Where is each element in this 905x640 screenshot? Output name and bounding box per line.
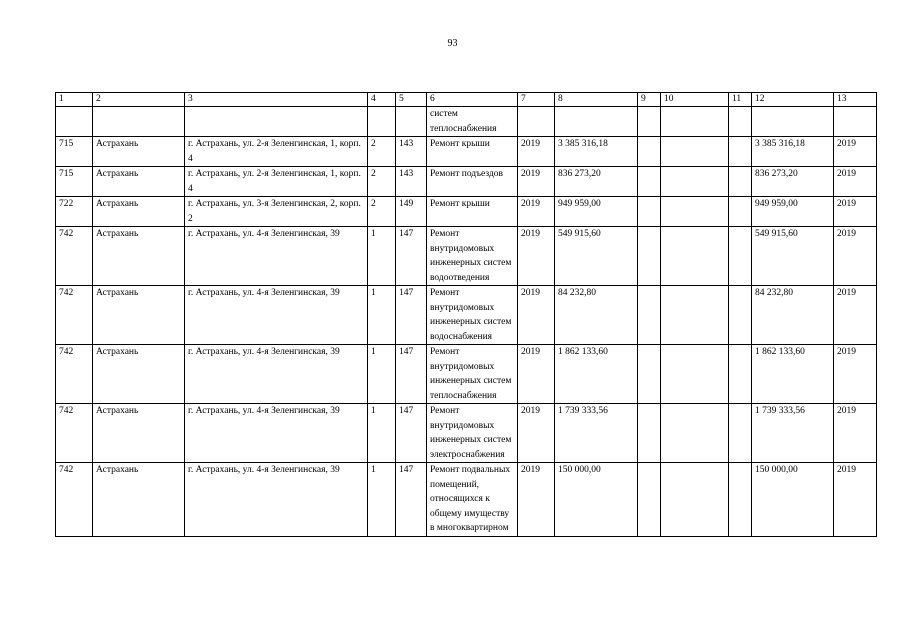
total-cost-cell: 836 273,20	[752, 167, 834, 197]
header-cell: 5	[396, 93, 427, 107]
completion-year-cell: 2019	[834, 286, 877, 345]
table-row	[56, 197, 877, 227]
col4-cell: 1	[368, 404, 396, 463]
col9-cell	[638, 137, 661, 167]
col4-cell: 1	[368, 345, 396, 404]
col11-cell	[729, 167, 752, 197]
header-cell: 12	[752, 93, 834, 107]
col11-cell	[729, 345, 752, 404]
header-row	[56, 93, 877, 107]
header-cell: 6	[427, 93, 518, 107]
col4-cell: 1	[368, 463, 396, 537]
col9-cell	[638, 463, 661, 537]
year-cell: 2019	[518, 137, 555, 167]
col10-cell	[661, 463, 729, 537]
row-number-cell: 742	[56, 286, 93, 345]
work-type-cell: Ремонт внутридомовых инженерных систем электроснабжения	[427, 404, 518, 463]
work-type-cell: Ремонт крыши	[427, 137, 518, 167]
col10-cell	[661, 167, 729, 197]
table-row	[56, 137, 877, 167]
address-cell: г. Астрахань, ул. 4-я Зеленгинская, 39	[185, 463, 368, 537]
city-cell: Астрахань	[93, 404, 185, 463]
col4-cell: 2	[368, 197, 396, 227]
header-cell: 3	[185, 93, 368, 107]
cost-cell: 836 273,20	[555, 167, 638, 197]
col5-cell: 147	[396, 345, 427, 404]
work-type-cell: систем теплоснабжения	[427, 107, 518, 137]
city-cell: Астрахань	[93, 197, 185, 227]
col11-cell	[729, 227, 752, 286]
total-cost-cell: 949 959,00	[752, 197, 834, 227]
work-type-cell: Ремонт подвальных помещений, относящихся к общему имуществу в многоквартирном	[427, 463, 518, 537]
work-type-cell: Ремонт подъездов	[427, 167, 518, 197]
col9-cell	[638, 167, 661, 197]
col4-cell: 1	[368, 286, 396, 345]
completion-year-cell: 2019	[834, 137, 877, 167]
year-cell: 2019	[518, 404, 555, 463]
year-cell: 2019	[518, 167, 555, 197]
address-cell: г. Астрахань, ул. 2-я Зеленгинская, 1, корп. 4	[185, 167, 368, 197]
year-cell: 2019	[518, 197, 555, 227]
completion-year-cell: 2019	[834, 197, 877, 227]
table-row	[56, 404, 877, 463]
data-table	[55, 92, 877, 537]
header-cell: 8	[555, 93, 638, 107]
cost-cell: 549 915,60	[555, 227, 638, 286]
completion-year-cell: 2019	[834, 345, 877, 404]
cost-cell: 3 385 316,18	[555, 137, 638, 167]
address-cell: г. Астрахань, ул. 2-я Зеленгинская, 1, корп. 4	[185, 137, 368, 167]
city-cell: Астрахань	[93, 227, 185, 286]
col5-cell: 147	[396, 463, 427, 537]
city-cell: Астрахань	[93, 345, 185, 404]
continuation-row	[56, 107, 877, 137]
work-type-cell: Ремонт крыши	[427, 197, 518, 227]
row-number-cell: 742	[56, 345, 93, 404]
col4-cell: 1	[368, 227, 396, 286]
col5-cell: 149	[396, 197, 427, 227]
cost-cell: 1 739 333,56	[555, 404, 638, 463]
city-cell: Астрахань	[93, 167, 185, 197]
header-cell: 10	[661, 93, 729, 107]
table-row	[56, 227, 877, 286]
address-cell: г. Астрахань, ул. 3-я Зеленгинская, 2, корп. 2	[185, 197, 368, 227]
year-cell: 2019	[518, 286, 555, 345]
row-number-cell: 742	[56, 463, 93, 537]
col5-cell: 143	[396, 167, 427, 197]
col10-cell	[661, 137, 729, 167]
col9-cell	[638, 404, 661, 463]
total-cost-cell: 549 915,60	[752, 227, 834, 286]
col11-cell	[729, 197, 752, 227]
total-cost-cell: 150 000,00	[752, 463, 834, 537]
total-cost-cell: 84 232,80	[752, 286, 834, 345]
col5-cell: 147	[396, 227, 427, 286]
table-row	[56, 167, 877, 197]
col9-cell	[638, 197, 661, 227]
col11-cell	[729, 463, 752, 537]
completion-year-cell: 2019	[834, 404, 877, 463]
completion-year-cell: 2019	[834, 463, 877, 537]
header-cell: 9	[638, 93, 661, 107]
col9-cell	[638, 227, 661, 286]
col10-cell	[661, 227, 729, 286]
row-number-cell: 742	[56, 227, 93, 286]
col11-cell	[729, 404, 752, 463]
address-cell: г. Астрахань, ул. 4-я Зеленгинская, 39	[185, 404, 368, 463]
total-cost-cell: 3 385 316,18	[752, 137, 834, 167]
address-cell: г. Астрахань, ул. 4-я Зеленгинская, 39	[185, 227, 368, 286]
header-cell: 7	[518, 93, 555, 107]
city-cell: Астрахань	[93, 286, 185, 345]
col5-cell: 147	[396, 286, 427, 345]
col5-cell: 143	[396, 137, 427, 167]
row-number-cell: 715	[56, 137, 93, 167]
col10-cell	[661, 197, 729, 227]
col9-cell	[638, 345, 661, 404]
city-cell: Астрахань	[93, 137, 185, 167]
year-cell: 2019	[518, 463, 555, 537]
cost-cell: 84 232,80	[555, 286, 638, 345]
table-row	[56, 286, 877, 345]
col11-cell	[729, 286, 752, 345]
row-number-cell: 715	[56, 167, 93, 197]
page-number: 93	[447, 38, 458, 49]
total-cost-cell: 1 739 333,56	[752, 404, 834, 463]
header-cell: 1	[56, 93, 93, 107]
cost-cell: 150 000,00	[555, 463, 638, 537]
city-cell: Астрахань	[93, 463, 185, 537]
table-row	[56, 463, 877, 537]
completion-year-cell: 2019	[834, 227, 877, 286]
work-type-cell: Ремонт внутридомовых инженерных систем водоотведения	[427, 227, 518, 286]
col10-cell	[661, 286, 729, 345]
table-row	[56, 345, 877, 404]
header-cell: 13	[834, 93, 877, 107]
completion-year-cell: 2019	[834, 167, 877, 197]
header-cell: 4	[368, 93, 396, 107]
row-number-cell: 722	[56, 197, 93, 227]
year-cell: 2019	[518, 227, 555, 286]
col10-cell	[661, 404, 729, 463]
work-type-cell: Ремонт внутридомовых инженерных систем теплоснабжения	[427, 345, 518, 404]
col11-cell	[729, 137, 752, 167]
col9-cell	[638, 286, 661, 345]
header-cell: 2	[93, 93, 185, 107]
address-cell: г. Астрахань, ул. 4-я Зеленгинская, 39	[185, 286, 368, 345]
header-cell: 11	[729, 93, 752, 107]
year-cell: 2019	[518, 345, 555, 404]
col10-cell	[661, 345, 729, 404]
col4-cell: 2	[368, 167, 396, 197]
cost-cell: 949 959,00	[555, 197, 638, 227]
cost-cell: 1 862 133,60	[555, 345, 638, 404]
address-cell: г. Астрахань, ул. 4-я Зеленгинская, 39	[185, 345, 368, 404]
total-cost-cell: 1 862 133,60	[752, 345, 834, 404]
row-number-cell: 742	[56, 404, 93, 463]
col4-cell: 2	[368, 137, 396, 167]
work-type-cell: Ремонт внутридомовых инженерных систем водоснабжения	[427, 286, 518, 345]
col5-cell: 147	[396, 404, 427, 463]
